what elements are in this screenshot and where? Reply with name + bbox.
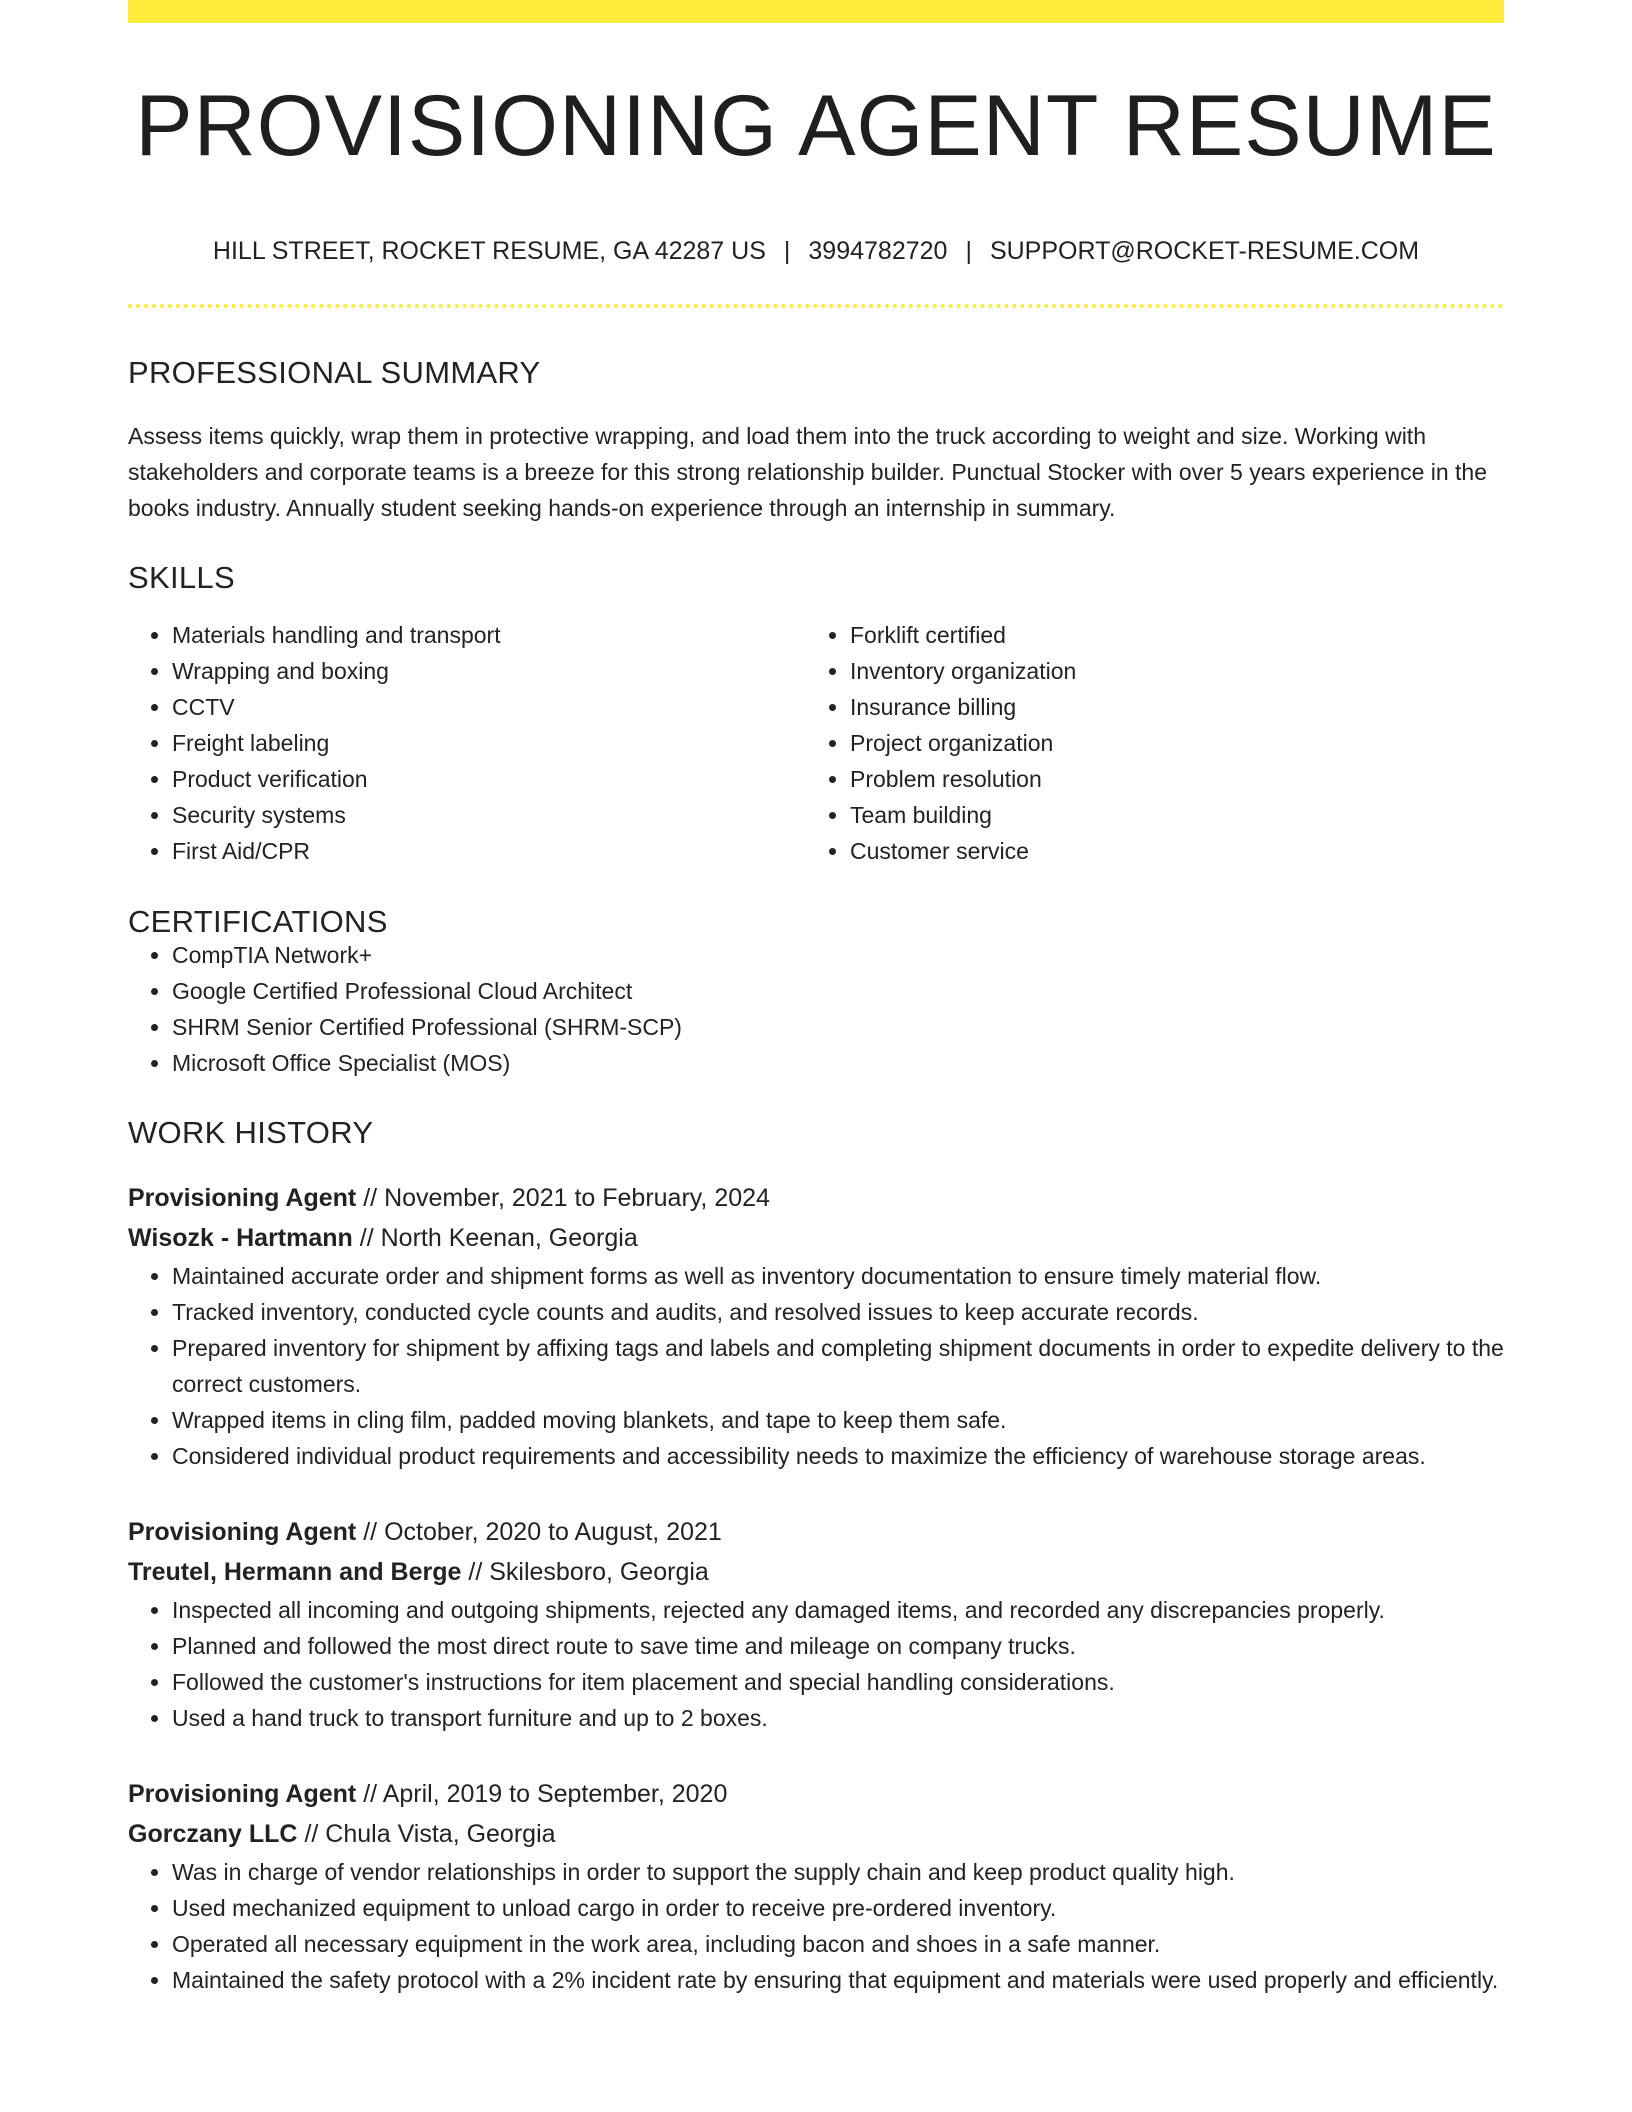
job-dates: October, 2020 to August, 2021 <box>384 1518 722 1546</box>
skill-item: • First Aid/CPR <box>172 833 806 869</box>
skills-list-left <box>128 617 806 869</box>
skill-item: • Freight labeling <box>172 725 806 761</box>
job-duty: • Wrapped items in cling film, padded moving blankets, and tape to keep them safe. <box>172 1402 1504 1438</box>
job-title: Provisioning Agent <box>128 1184 357 1212</box>
job-duties-list <box>128 1854 1504 1998</box>
contact-email[interactable]: SUPPORT@ROCKET-RESUME.COM <box>989 237 1420 265</box>
certifications-heading: CERTIFICATIONS <box>128 904 388 939</box>
job-duty: • Was in charge of vendor relationships in order to support the supply chain and keep product quality high. <box>172 1854 1504 1890</box>
job-company: Treutel, Hermann and Berge <box>128 1558 462 1586</box>
skill-item: • Customer service <box>850 833 1484 869</box>
job-duty: • Followed the customer's instructions for item placement and special handling considerations. <box>172 1664 1504 1700</box>
job-title: Provisioning Agent <box>128 1518 357 1546</box>
summary-text: Assess items quickly, wrap them in protective wrapping, and load them into the truck according to weight and size. Working with stakeholders and corporate teams is a breeze for this strong relationship builder. Punctual Stocker with over 5 years experience in the books industry. Annually student seeking hands-on experience through an internship in summary. <box>128 423 1488 521</box>
skill-item: • Security systems <box>172 797 806 833</box>
job-duty: • Operated all necessary equipment in the work area, including bacon and shoes in a safe manner. <box>172 1926 1504 1962</box>
contact-separator: | <box>783 237 791 265</box>
skill-item: • Insurance billing <box>850 689 1484 725</box>
job-entry <box>128 1512 1504 1736</box>
skill-item: • Forklift certified <box>850 617 1484 653</box>
contact-address: HILL STREET, ROCKET RESUME, GA 42287 US <box>212 237 766 265</box>
job-title: Provisioning Agent <box>128 1780 357 1808</box>
job-title-line <box>128 1774 1504 1814</box>
job-duty: • Used mechanized equipment to unload cargo in order to receive pre-ordered inventory. <box>172 1890 1504 1926</box>
job-company: Gorczany LLC <box>128 1820 298 1848</box>
job-dates: November, 2021 to February, 2024 <box>384 1184 770 1212</box>
skills-columns <box>128 617 1504 869</box>
work-history-heading: WORK HISTORY <box>128 1115 374 1150</box>
contact-separator: | <box>965 237 972 265</box>
certification-item: • Google Certified Professional Cloud Architect <box>172 973 1504 1009</box>
skill-item: • Problem resolution <box>850 761 1484 797</box>
job-location: Skilesboro, Georgia <box>489 1558 709 1586</box>
skill-item: • Product verification <box>172 761 806 797</box>
job-duty: • Used a hand truck to transport furniture and up to 2 boxes. <box>172 1700 1504 1736</box>
job-duty: • Planned and followed the most direct route to save time and mileage on company trucks. <box>172 1628 1504 1664</box>
skill-item: • CCTV <box>172 689 806 725</box>
skill-item: • Project organization <box>850 725 1484 761</box>
certification-item: • CompTIA Network+ <box>172 937 1504 973</box>
job-location: North Keenan, Georgia <box>380 1224 638 1252</box>
job-duty: • Considered individual product requirements and accessibility needs to maximize the efficiency of warehouse storage areas. <box>172 1438 1504 1474</box>
dotted-divider <box>128 304 1504 308</box>
job-duties-list <box>128 1592 1504 1736</box>
certification-item: • Microsoft Office Specialist (MOS) <box>172 1045 1504 1081</box>
job-company-line <box>128 1218 1504 1258</box>
job-separator: // <box>363 1518 378 1546</box>
job-separator: // <box>359 1224 374 1252</box>
accent-top-bar <box>128 0 1504 23</box>
resume-title: PROVISIONING AGENT RESUME <box>135 78 1497 174</box>
job-separator: // <box>363 1184 378 1212</box>
job-company-line <box>128 1552 1504 1592</box>
job-title-line <box>128 1512 1504 1552</box>
job-dates: April, 2019 to September, 2020 <box>382 1780 728 1808</box>
contact-phone[interactable]: 3994782720 <box>808 237 948 265</box>
skill-item: • Team building <box>850 797 1484 833</box>
job-separator: // <box>304 1820 319 1848</box>
job-duty: • Tracked inventory, conducted cycle counts and audits, and resolved issues to keep accurate records. <box>172 1294 1504 1330</box>
job-duty: • Inspected all incoming and outgoing shipments, rejected any damaged items, and recorded any discrepancies properly. <box>172 1592 1504 1628</box>
certification-item: • SHRM Senior Certified Professional (SHRM-SCP) <box>172 1009 1504 1045</box>
job-company-line <box>128 1814 1504 1854</box>
certifications-list <box>128 937 1504 1081</box>
contact-line <box>128 239 1504 264</box>
job-entry <box>128 1178 1504 1474</box>
summary-heading: PROFESSIONAL SUMMARY <box>128 355 541 390</box>
skill-item: • Wrapping and boxing <box>172 653 806 689</box>
skill-item: • Materials handling and transport <box>172 617 806 653</box>
resume-page <box>128 0 1504 1998</box>
job-separator: // <box>468 1558 483 1586</box>
job-duty: • Maintained the safety protocol with a 2% incident rate by ensuring that equipment and materials were used properly and efficiently. <box>172 1962 1504 1998</box>
job-duties-list <box>128 1258 1504 1474</box>
skill-item: • Inventory organization <box>850 653 1484 689</box>
job-location: Chula Vista, Georgia <box>325 1820 556 1848</box>
job-duty: • Prepared inventory for shipment by affixing tags and labels and completing shipment documents in order to expedite delivery to the correct customers. <box>172 1330 1504 1402</box>
job-title-line <box>128 1178 1504 1218</box>
skills-list-right <box>806 617 1484 869</box>
job-company: Wisozk - Hartmann <box>128 1224 353 1252</box>
job-entry <box>128 1774 1504 1998</box>
skills-heading: SKILLS <box>128 560 235 595</box>
job-duty: • Maintained accurate order and shipment forms as well as inventory documentation to ensure timely material flow. <box>172 1258 1504 1294</box>
job-separator: // <box>363 1780 378 1808</box>
